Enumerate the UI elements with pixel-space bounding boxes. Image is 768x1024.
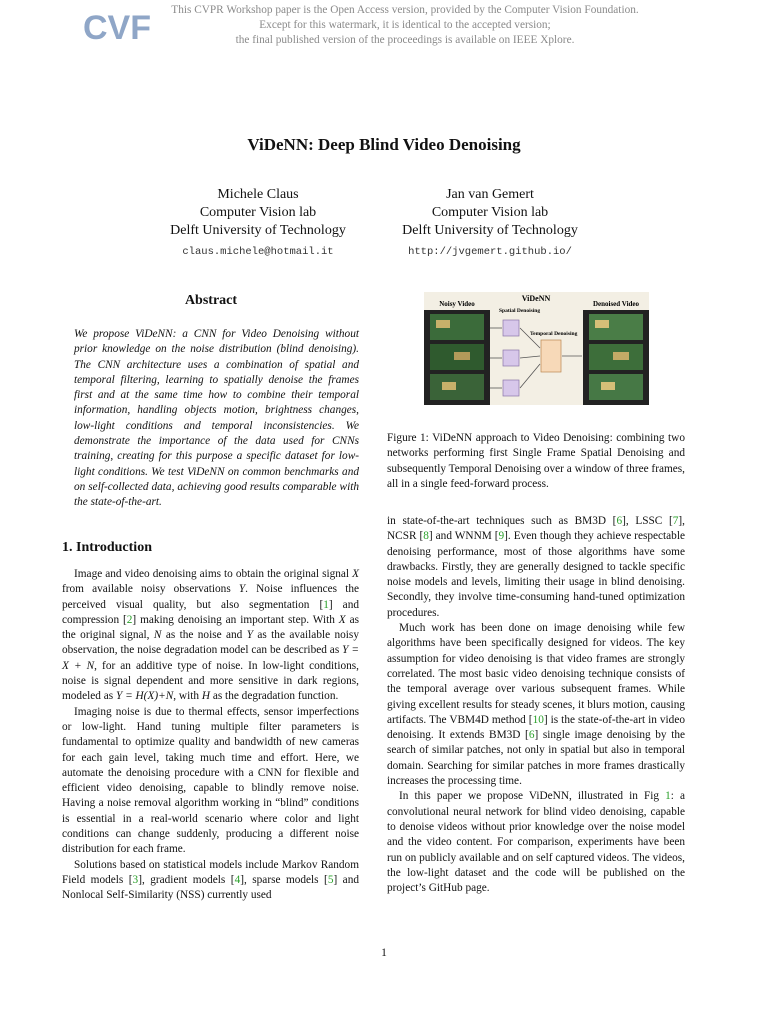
figure-label-spatial: Spatial Denoising — [499, 308, 541, 314]
author-url[interactable]: http://jvgemert.github.io/ — [408, 246, 572, 258]
page-number: 1 — [381, 947, 387, 959]
paragraph: Image and video denoising aims to obtain the original signal X from available noisy observations Y. Noise influences the perceived visual quality, but also segmentation [1] and compression [2] making denoising an important step. With X as the original signal, N as the noise and Y as the available noisy observation, the noise degradation model can be described as Y = X + N, for an additive type of noise. In low-light conditions, noise is signal dependent and more sensitive in dark regions, modeled as Y = H(X)+N, with H as the degradation function. — [62, 568, 359, 703]
figure-label-denoised: Denoised Video — [592, 300, 640, 308]
citation-link[interactable]: 6 — [616, 515, 623, 527]
figure-1 — [424, 292, 649, 405]
spatial-denoising-blocks — [503, 320, 519, 396]
citation-link[interactable]: 6 — [528, 729, 535, 742]
right-column — [387, 514, 685, 896]
citation-link[interactable]: 10 — [532, 713, 544, 726]
citation-link[interactable]: 7 — [672, 515, 679, 527]
section-heading: 1. Introduction — [62, 540, 152, 555]
author-name: Michele Claus — [217, 187, 299, 202]
abstract-body — [74, 327, 359, 511]
citation-link[interactable]: 4 — [234, 873, 241, 886]
paragraph: Much work has been done on image denoising while few algorithms have been specifically designed for videos. The key assumption for video denoising is that video frames are strongly correlated. The most basic video denoising technique consists of the temporal average over various subsequent frames. While giving excellent results for steady scenes, it blurs motion, causing artifacts. The VBM4D method [10] is the state-of-the-art in video denoising. It extends BM3D [6] single image denoising by the search of similar patches, not only in spatial but also in temporal domain. Searching for similar patches in more frames drastically increases the processing time. — [387, 622, 686, 788]
author-block — [385, 186, 595, 261]
citation-link[interactable]: 1 — [323, 598, 329, 611]
paragraph: in state-of-the-art techniques such as BM3D [6], LSSC [7], NCSR [8] and WNNM [9]. Even though they achieve respectable denoising performance, most of those algorithms have some drawbacks. Firstly, they are generally designed to tackle specific noise models and levels, limiting their usage in blind denoising. Secondly, they involve time-consuming hand-tuned optimization procedures. — [387, 515, 686, 619]
author-name: Jan van Gemert — [446, 187, 534, 202]
cvf-logo — [83, 6, 151, 47]
figure-label-title: ViDeNN — [521, 294, 551, 303]
citation-link[interactable]: 2 — [126, 613, 133, 626]
citation-link[interactable]: 3 — [132, 873, 139, 886]
figure-link[interactable]: 1 — [665, 790, 671, 803]
denoised-video-strip — [583, 310, 649, 405]
paper-title: ViDeNN: Deep Blind Video Denoising — [247, 135, 521, 154]
intro-column — [62, 567, 359, 904]
figure-caption: Figure 1: ViDeNN approach to Video Denoising: combining two networks performing first Single Frame Spatial Denoising and subsequently Temporal Denoising over a window of three frames, all in a single feed-forward process. — [387, 432, 685, 490]
citation-link[interactable]: 5 — [327, 873, 334, 886]
watermark-notice — [150, 3, 660, 48]
citation-link[interactable]: 8 — [423, 530, 429, 543]
author-affiliation: Delft University of Technology — [402, 223, 578, 238]
abstract-heading: Abstract — [184, 293, 238, 308]
citation-link[interactable]: 9 — [498, 530, 505, 543]
paragraph: Imaging noise is due to thermal effects, sensor imperfections or low-light. Hand tuning multiple filter parameters is fundamental to optimize quality and bandwidth of new cameras for each gain level, taking much time and effort. Here, we automate the denoising procedure with a CNN for flexible and efficient video denoising, capable to blindly remove noise. Having a noise removal algorithm working in “blind” conditions is essential in a real-world scenario where color and light conditions can change suddenly, producing a different noise distribution for each frame. — [62, 705, 359, 856]
author-affiliation: Computer Vision lab — [199, 205, 317, 220]
abstract-text: We propose ViDeNN: a CNN for Video Denoising without prior knowledge on the noise distribution (blind denoising). The CNN architecture uses a combination of spatial and temporal filtering, learning to spatially denoise the frames first and at the same time how to combine their temporal information, handling objects motion, brightness changes, low-light conditions and temporal inconsistencies. We demonstrate the importance of the data used for CNNs training, creating for this purpose a specific dataset for low-light conditions. We test ViDeNN on common benchmarks and on self-collected data, achieving good results comparable with the state-of-the-art. — [74, 328, 359, 509]
author-email[interactable]: claus.michele@hotmail.it — [182, 246, 334, 258]
watermark-line: This CVPR Workshop paper is the Open Access version, provided by the Computer Vision Foundation. — [171, 4, 639, 16]
watermark-line: the final published version of the proceedings is available on IEEE Xplore. — [235, 34, 575, 46]
cvf-logo-text: CVF — [83, 9, 151, 47]
author-affiliation: Delft University of Technology — [170, 223, 346, 238]
watermark-line: Except for this watermark, it is identical to the accepted version; — [259, 19, 551, 31]
paragraph: Solutions based on statistical models include Markov Random Field models [3], gradient models [4], sparse models [5] and Nonlocal Self-Similarity (NSS) currently used — [62, 858, 359, 902]
temporal-denoising-block — [541, 340, 561, 372]
figure-label-temporal: Temporal Denoising — [530, 331, 578, 337]
noisy-video-strip — [424, 310, 490, 405]
author-affiliation: Computer Vision lab — [431, 205, 549, 220]
figure-label-noisy: Noisy Video — [439, 300, 475, 308]
author-block — [148, 186, 368, 261]
paragraph: In this paper we propose ViDeNN, illustrated in Fig 1: a convolutional neural network for blind video denoising, capable to denoise videos without prior knowledge over the noise model and the video content. For comparison, experiments have been run on publicly available and on self captured videos. The videos, the low-light dataset and the code will be published on the project’s GitHub page. — [387, 790, 686, 895]
